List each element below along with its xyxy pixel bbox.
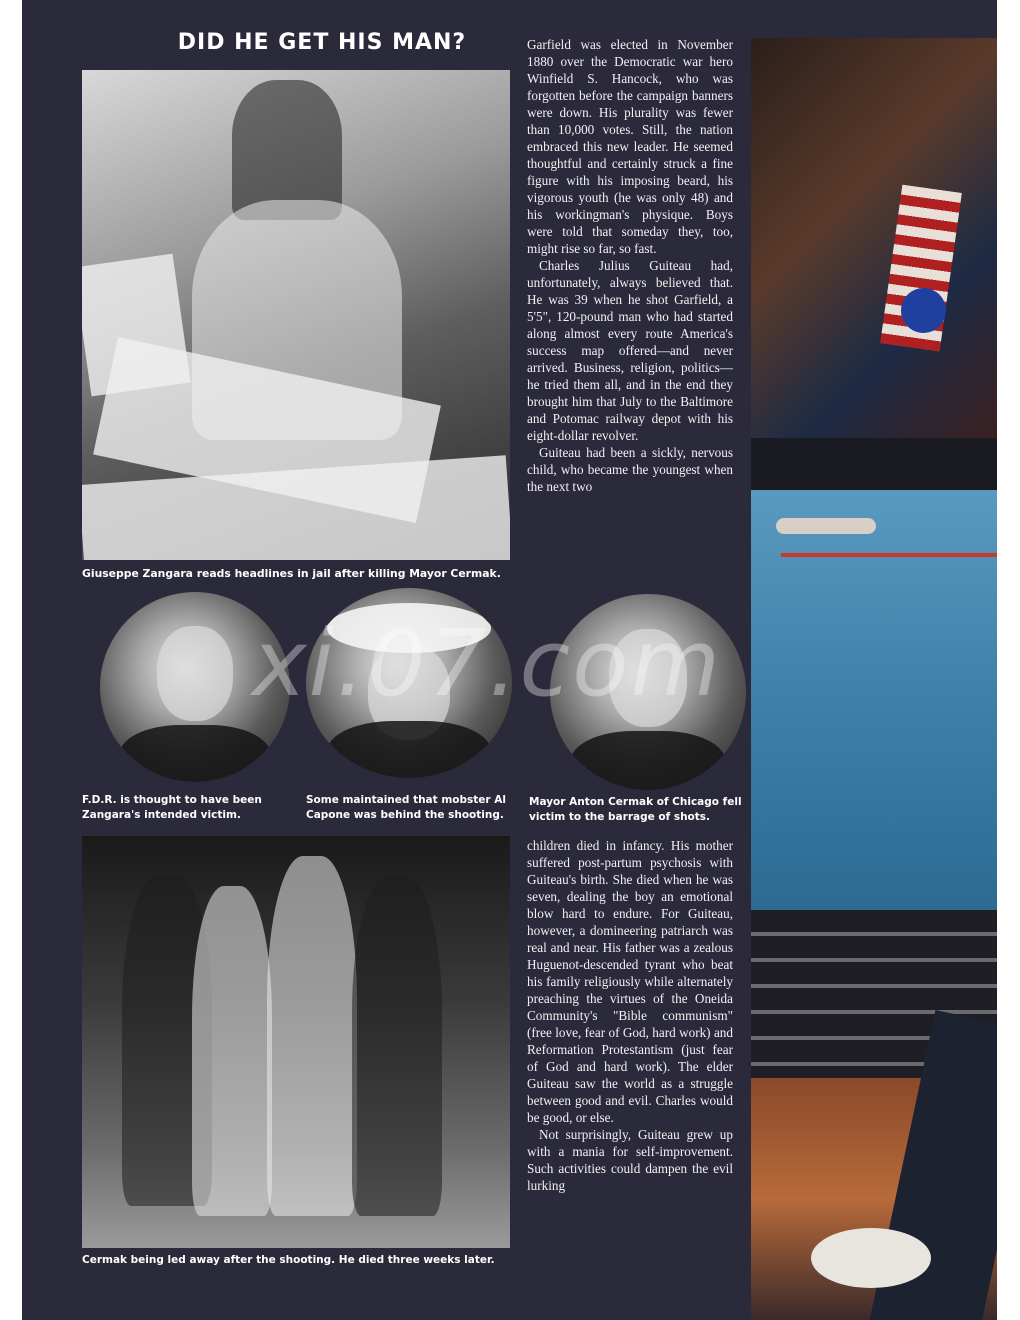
- cermak-led-away-caption: Cermak being led away after the shooting. He died three weeks later.: [82, 1254, 495, 1266]
- assassination-illustration: [751, 38, 997, 1320]
- cermak-led-away-photo: [82, 836, 510, 1248]
- paragraph: Not surprisingly, Guiteau grew up with a mania for self-improvement. Such activities could dampen the evil lurking: [527, 1127, 733, 1193]
- paragraph: children died in infancy. His mother suffered post-partum psychosis with Guiteau's birth. She died when he was seven, dealing the boy an emotional blow hard to endure. For Guiteau, however, a domineering patriarch was real and near. His father was a zealous Huguenot-descended tyrant who beat his family religiously while alternately preaching the virtues of the Oneida Community's "Bible communism" (free love, fear of God, hard work) and Reformation Protestantism (just fear of God and hard work). The elder Guiteau saw the world as a struggle between good and evil. Charles would be good, or else.: [527, 838, 733, 1125]
- zangara-caption: Giuseppe Zangara reads headlines in jail after killing Mayor Cermak.: [82, 567, 501, 580]
- watermark: xi.07.com: [252, 610, 723, 717]
- paragraph: Charles Julius Guiteau had, unfortunately, always believed that. He was 39 when he shot Garfield, a 5'5", 120-pound man who had started along almost every route America's success map offered—and never arrived. Business, religion, politics—he tried them all, and in the end they brought him that July to the Baltimore and Potomac railway depot with his eight-dollar revolver.: [527, 258, 733, 443]
- paragraph: Garfield was elected in November 1880 over the Democratic war hero Winfield S. Hancock, who was forgotten before the campaign banners were down. His plurality was fewer than 10,000 votes. Still, the nation embraced this new leader. He seemed thoughtful and certainly struck a fine figure with his imposing beard, his vigorous youth (he was only 48) and his workingman's physique. Boys were told that someday they, too, might rise so far, so fast.: [527, 37, 733, 256]
- article-column-bottom: [527, 837, 733, 1267]
- page-title: DID HE GET HIS MAN?: [177, 30, 467, 55]
- zangara-photo: [82, 70, 510, 560]
- capone-caption: Some maintained that mobster Al Capone was behind the shooting.: [306, 794, 506, 821]
- cermak-portrait-caption: Mayor Anton Cermak of Chicago fell victim to the barrage of shots.: [529, 796, 742, 823]
- fdr-caption: F.D.R. is thought to have been Zangara's intended victim.: [82, 794, 262, 821]
- article-column-top: [527, 36, 733, 581]
- magazine-page: [22, 0, 997, 1320]
- paragraph: Guiteau had been a sickly, nervous child, who became the youngest when the next two: [527, 445, 733, 494]
